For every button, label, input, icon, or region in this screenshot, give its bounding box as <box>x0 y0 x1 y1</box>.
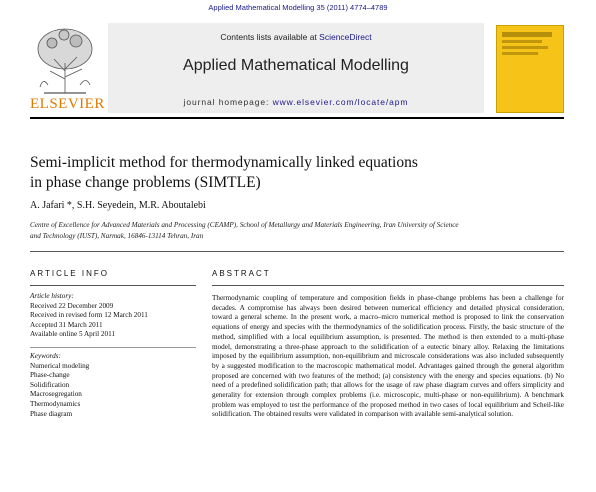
article-title <box>30 153 550 193</box>
article-info-rule <box>30 285 196 286</box>
history-item: Available online 5 April 2011 <box>30 330 116 339</box>
keyword-item: Numerical modeling <box>30 361 90 370</box>
abstract-heading: ABSTRACT <box>212 269 271 278</box>
homepage-link[interactable]: www.elsevier.com/locate/apm <box>272 97 409 107</box>
journal-title[interactable]: Applied Mathematical Modelling <box>183 57 409 74</box>
keywords-divider <box>30 347 196 348</box>
keyword-item: Phase-change <box>30 371 70 380</box>
affiliation-divider <box>30 251 564 252</box>
elsevier-logo[interactable] <box>30 23 105 113</box>
history-item: Received 22 December 2009 <box>30 301 114 310</box>
journal-info-panel <box>108 23 484 113</box>
contents-line <box>108 32 484 42</box>
sciencedirect-link[interactable]: ScienceDirect <box>319 32 372 42</box>
abstract-rule <box>212 285 564 286</box>
keyword-item: Thermodynamics <box>30 399 81 408</box>
header-divider <box>30 117 564 119</box>
article-info-heading: ARTICLE INFO <box>30 269 109 278</box>
history-item: Received in revised form 12 March 2011 <box>30 311 148 320</box>
homepage-prefix: journal homepage: <box>183 97 273 107</box>
author-list[interactable]: A. Jafari *, S.H. Seyedein, M.R. Aboutalebi <box>30 200 206 211</box>
article-history <box>30 292 196 340</box>
article-title-line-1: Semi-implicit method for thermodynamically linked equations <box>30 154 418 171</box>
keywords-label: Keywords: <box>30 352 61 360</box>
keyword-item: Macrosegregation <box>30 390 82 399</box>
history-label: Article history: <box>30 292 74 300</box>
history-item: Accepted 31 March 2011 <box>30 320 103 329</box>
journal-header <box>30 23 564 115</box>
journal-homepage <box>108 97 484 107</box>
affiliation-line-2: and Technology (IUST), Narmak, 16846-13114 Tehran, Iran <box>30 232 204 240</box>
affiliation-line-1: Centre of Excellence for Advanced Materials and Processing (CEAMP), School of Metallurgy and Materials Engineering, Iran University of Science <box>30 221 459 229</box>
journal-citation[interactable]: Applied Mathematical Modelling 35 (2011) 4774–4789 <box>208 3 388 12</box>
elsevier-tree-icon <box>30 23 100 97</box>
publisher-wordmark: ELSEVIER <box>30 96 105 112</box>
keywords-list <box>30 352 196 419</box>
affiliation <box>30 220 564 242</box>
article-title-line-2: in phase change problems (SIMTLE) <box>30 174 261 191</box>
keyword-item: Solidification <box>30 380 70 389</box>
journal-cover-thumbnail[interactable] <box>496 25 564 113</box>
abstract-text: Thermodynamic coupling of temperature and composition fields in phase-change problems has been a challenge for decades. A compromise has always been desired between numerical efficiency and detailed physical consideration, toward a general scheme. In the present work, a macro–micro numerical method is proposed to link the conservation equations of energy and species with the thermodynamics of the solidification process. Firstly, the basic structure of the method, simplified with a local equilibrium assumption, is presented. The method is then extended to a multi-phase model, demonstrating a three-phase approach to the solidification of a eutectic binary alloy. Relaxing the limitations imposed by the equilibrium assumption, non-equilibrium and microscale considerations was also included subsequently by a suggested modification to the macroscopic mathematical model. Advantages gained through the general algorithm proposed are concerned with two features of the method; (a) consistency with the energy and species equations. (b) No need of a predefined solidification path; that allows for the usage of raw phase diagram curves and offers simplicity and generality for extension through complex problems (i.e. microscopic, multi-phase or non-equilibrium). A benchmark problem was employed to test the performance of the proposed method in two cases of local equilibrium and Scheil-like solidification. The obtained results were validated in comparison with available semi-analytical solution. <box>212 294 564 419</box>
contents-prefix: Contents lists available at <box>220 32 320 42</box>
keyword-item: Phase diagram <box>30 409 73 418</box>
